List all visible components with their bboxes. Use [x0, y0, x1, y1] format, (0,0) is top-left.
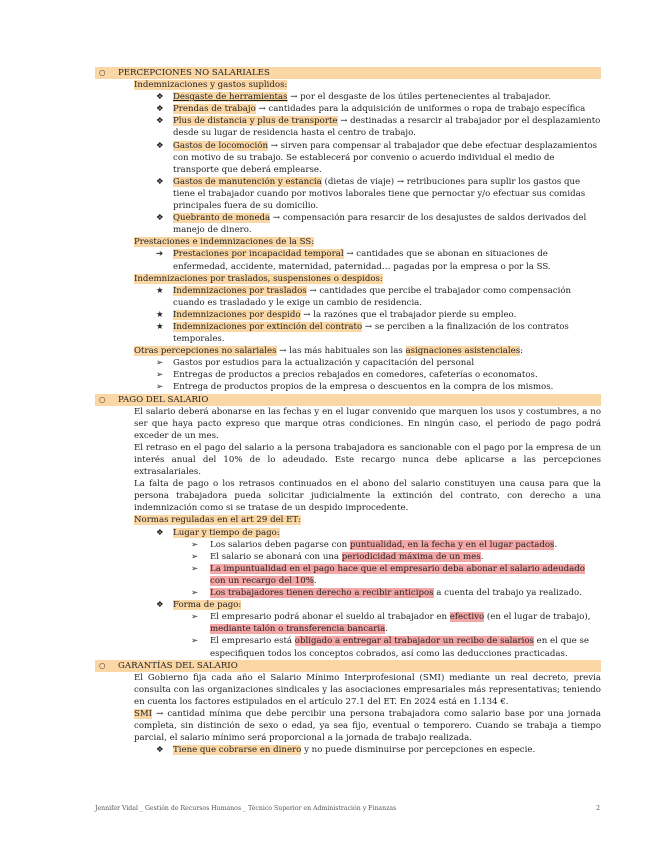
list-item: ➢ Los salarios deben pagarse con puntualidad, en la fecha y en el lugar pactados. [191, 539, 558, 550]
triangle-arrow-bullet-icon: ➢ [191, 636, 199, 647]
star-bullet-icon: ★ [156, 321, 164, 332]
subheading-prestaciones-ss: Prestaciones e indemnizaciones de la SS: [134, 237, 315, 248]
paragraph: El Gobierno fija cada año el Salario Mínimo Interprofesional (SMI) mediante un real decreto, previa consulta con las organizaciones sindicales y las asociaciones empresariales más representativas; teniendo en cuenta los factores estipulados en el artículo 27.1 del ET. En 2024 está en 1.134 €. [134, 672, 601, 707]
list-item: ➢ El empresario podrá abonar el sueldo al trabajador en efectivo (en el lugar de trabajo), mediante talón o transferencia bancaria. [191, 612, 591, 635]
list-item: ❖ Tiene que cobrarse en dinero y no puede disminuirse por percepciones en especie. [156, 745, 536, 756]
diamond-bullet-icon: ❖ [156, 745, 164, 756]
triangle-arrow-bullet-icon: ➢ [156, 382, 164, 393]
list-item: ❖ Desgaste de herramientas → por el desgaste de los útiles pertenecientes al trabajador. [156, 92, 551, 103]
subheading-normas: Normas reguladas en el art 29 del ET: [134, 515, 301, 526]
page-number: 2 [596, 805, 600, 812]
diamond-bullet-icon: ❖ [156, 600, 164, 611]
star-bullet-icon: ★ [156, 285, 164, 296]
list-item: ★ Indemnizaciones por traslados → cantidades que percibe el trabajador como compensación cuando es trasladado y le exige un cambio de residencia. [156, 285, 572, 308]
list-item: ➢ Gastos por estudios para la actualización y capacitación del personal [156, 358, 475, 369]
list-item: ❖ Quebranto de moneda → compensación para resarcir de los desajustes de saldos derivados del manejo de dinero. [156, 213, 587, 236]
circle-bullet-icon: ○ [99, 68, 106, 77]
diamond-bullet-icon: ❖ [156, 116, 164, 127]
list-item: ➢ Entregas de productos a precios rebajados en comedores, cafeterías o economatos. [156, 370, 538, 381]
list-item: ❖ Lugar y tiempo de pago: [156, 527, 280, 538]
section-header-pago [95, 394, 601, 406]
list-item: ➢ El salario se abonará con una periodicidad máxima de un mes. [191, 551, 484, 562]
diamond-bullet-icon: ❖ [156, 140, 164, 151]
section-header-garantias [95, 660, 601, 672]
list-item: ➢ Los trabajadores tienen derecho a recibir anticipos a cuenta del trabajo ya realizado. [191, 588, 582, 599]
triangle-arrow-bullet-icon: ➢ [191, 539, 199, 550]
diamond-bullet-icon: ❖ [156, 213, 164, 224]
triangle-arrow-bullet-icon: ➢ [191, 612, 199, 623]
circle-bullet-icon: ○ [99, 660, 106, 670]
circle-bullet-icon: ○ [99, 394, 106, 404]
diamond-bullet-icon: ❖ [156, 527, 164, 538]
list-item: ➔ Prestaciones por incapacidad temporal → cantidades que se abonan en situaciones de enfermedad, accidente, maternidad, paternidad… pagadas por la empresa o por la SS. [156, 249, 551, 272]
list-item: ❖ Forma de pago: [156, 600, 242, 611]
subheading-indemnizaciones-traslados: Indemnizaciones por traslados, suspensiones o despidos: [134, 273, 383, 284]
list-item: ❖ Prendas de trabajo → cantidades para la adquisición de uniformes o ropa de trabajo específica [156, 104, 586, 115]
paragraph: SMI → cantidad mínima que debe percibir una persona trabajadora como salario base por una jornada completa, sin distinción de sexo o edad, ya sea fijo, eventual o temporero. Cuando se trabaja a tiempo parcial, el salario mínimo será proporcional a la jornada de trabajo realizada. [134, 708, 601, 744]
list-item: ★ Indemnizaciones por despido → la razónes que el trabajador pierde su empleo. [156, 309, 517, 320]
star-bullet-icon: ★ [156, 309, 164, 320]
section-title: GARANTÍAS DEL SALARIO [118, 660, 238, 671]
triangle-arrow-bullet-icon: ➢ [191, 588, 199, 599]
section-header-percepciones [95, 67, 601, 79]
list-item: ➢ El empresario está obligado a entregar al trabajador un recibo de salarios en el que se especifiquen todos los conceptos cobrados, así como las deducciones practicadas. [191, 636, 589, 659]
list-item: ❖ Plus de distancia y plus de transporte → destinadas a resarcir al trabajador por el desplazamiento desde su lugar de residencia hasta el centro de trabajo. [156, 116, 601, 139]
paragraph: La falta de pago o los retrasos continuados en el abono del salario constituyen una causa para que la persona trabajadora pueda solicitar judicialmente la extinción del contrato, con derecho a una indemnización como si se tratase de un despido improcedente. [134, 479, 601, 514]
diamond-bullet-icon: ❖ [156, 104, 164, 115]
document-content [99, 67, 601, 756]
section-title: PAGO DEL SALARIO [118, 394, 209, 405]
list-item: ❖ Gastos de manutención y estancia (dietas de viaje) → retribuciones para suplir los gastos que tiene el trabajador cuando por motivos laborales tiene que pernoctar y/o efectuar sus comidas principales fuera de su domicilio. [156, 176, 586, 212]
subheading-otras-percepciones: Otras percepciones no salariales → las más habituales son las asignaciones asistenciales: [134, 346, 524, 357]
list-item: ➢ La impuntualidad en el pago hace que el empresario deba abonar el salario adeudado con un recargo del 10%. [191, 563, 585, 586]
diamond-bullet-icon: ❖ [156, 176, 164, 187]
footer-text: Jennifer Vidal _ Gestión de Recursos Humanos _ Técnico Superior en Administración y Finanzas [95, 805, 397, 812]
triangle-arrow-bullet-icon: ➢ [156, 358, 164, 369]
arrow-bullet-icon: ➔ [156, 249, 164, 260]
triangle-arrow-bullet-icon: ➢ [156, 370, 164, 381]
section-title: PERCEPCIONES NO SALARIALES [118, 68, 270, 78]
subheading-indemnizaciones-gastos: Indemnizaciones y gastos suplidos: [134, 80, 288, 91]
triangle-arrow-bullet-icon: ➢ [191, 551, 199, 562]
paragraph: El retraso en el pago del salario a la persona trabajadora es sancionable con el pago por la empresa de un interés anual del 10% de lo adeudado. Este recargo nunca debe aplicarse a las percepciones extrasalariales. [134, 442, 601, 478]
page-footer [95, 805, 600, 812]
list-item: ➢ Entrega de productos propios de la empresa o descuentos en la compra de los mismos. [156, 382, 554, 393]
paragraph: El salario deberá abonarse en las fechas y en el lugar convenido que marquen los usos y costumbres, a no ser que haya pacto expreso que marque otras condiciones. En ningún caso, el periodo de pago podrá exceder de un mes. [134, 406, 601, 441]
list-item: ❖ Gastos de locomoción → sirven para compensar al trabajador que debe efectuar desplazamientos con motivo de su trabajo. Se establecerá por convenio o acuerdo individual el medio de transporte que deberá emplearse. [156, 140, 598, 175]
list-item: ★ Indemnizaciones por extinción del contrato → se perciben a la finalización de los contratos temporales. [156, 321, 569, 345]
diamond-bullet-icon: ❖ [156, 92, 164, 103]
triangle-arrow-bullet-icon: ➢ [191, 563, 199, 574]
